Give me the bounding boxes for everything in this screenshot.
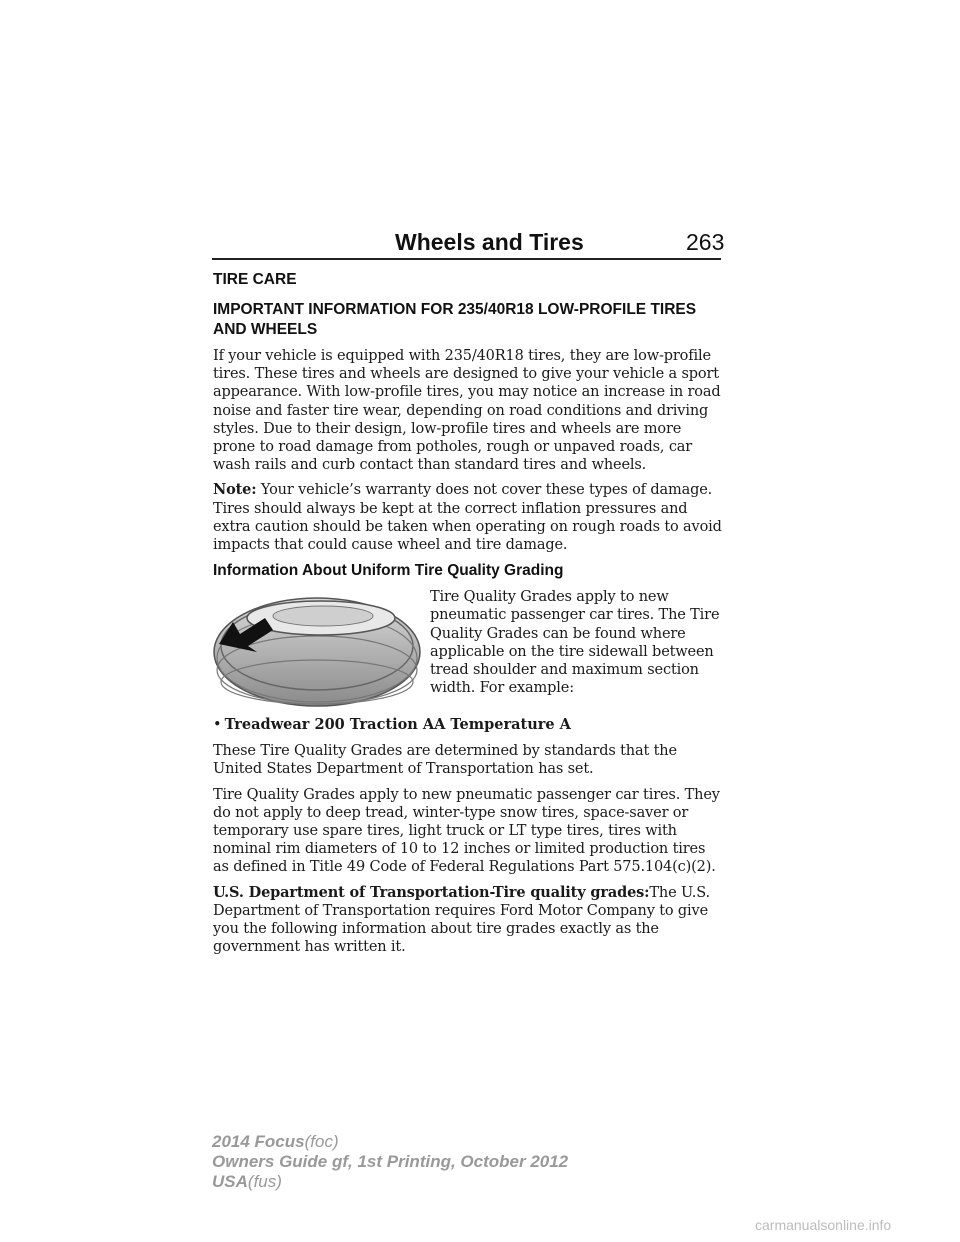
bullet-glyph: •	[213, 717, 222, 734]
dot-grades-label: U.S. Department of Transportation-Tire quality grades:	[213, 883, 650, 901]
utqg-standards-paragraph: These Tire Quality Grades are determined by standards that the United States Department of Transportation has set.	[213, 743, 677, 778]
utqg-heading: Information About Uniform Tire Quality Grading	[213, 562, 564, 580]
utqg-intro: Tire Quality Grades apply to new pneumatic passenger car tires. The Tire Quality Grades can be found where applicable on the tire sidewall between tread shoulder and maximum section width. For example:	[430, 589, 720, 697]
note-paragraph	[213, 481, 723, 554]
utqg-example-bullet	[213, 716, 723, 734]
footer-model: 2014 Focus	[212, 1132, 305, 1151]
note-label: Note:	[213, 481, 257, 499]
note-text: Your vehicle’s warranty does not cover these types of damage. Tires should always be kept at the correct inflation pressures and extra caution should be taken when operating on rough roads to avoid impacts that could cause wheel and tire damage.	[213, 482, 722, 554]
tire-care-heading: TIRE CARE	[213, 271, 297, 288]
header-divider	[212, 258, 721, 260]
low-profile-paragraph: If your vehicle is equipped with 235/40R18 tires, they are low-profile tires. These tires and wheels are designed to give your vehicle a sport appearance. With low-profile tires, you may notice an increase in road noise and faster tire wear, depending on road conditions and driving styles. Due to their design, low-profile tires and wheels are more prone to road damage from potholes, rough or unpaved roads, car wash rails and curb contact than standard tires and wheels.	[213, 348, 721, 474]
section-title: Wheels and Tires	[395, 229, 584, 255]
low-profile-subheading: IMPORTANT INFORMATION FOR 235/40R18 LOW-PROFILE TIRES AND WHEELS	[213, 301, 697, 338]
page-number: 263	[686, 229, 725, 255]
bullet-text: Treadwear 200 Traction AA Temperature A	[224, 716, 571, 734]
footer-market-code: (fus)	[247, 1172, 282, 1191]
footer-line-market	[212, 1172, 568, 1192]
utqg-applicability-paragraph: Tire Quality Grades apply to new pneumatic passenger car tires. They do not apply to deep tread, winter-type snow tires, space-saver or temporary use spare tires, light truck or LT type tires, tires with nominal rim diameters of 10 to 12 inches or limited production tires as defined in Title 49 Code of Federal Regulations Part 575.104(c)(2).	[213, 786, 720, 876]
dot-grades-paragraph	[213, 884, 723, 957]
dot-grades-text: The U.S. Department of Transportation requires Ford Motor Company to give you the following information about tire grades exactly as the government has written it.	[213, 884, 710, 956]
footer-model-code: (foc)	[304, 1132, 339, 1151]
footer-line-model	[212, 1132, 568, 1152]
footer-market: USA	[212, 1172, 248, 1191]
page-content	[213, 270, 723, 963]
source-watermark: carmanualsonline.info	[755, 1217, 892, 1233]
utqg-figure-row	[213, 588, 723, 710]
tire-sidewall-icon	[213, 596, 421, 708]
print-footer	[212, 1132, 568, 1192]
footer-line-printing: Owners Guide gf, 1st Printing, October 2012	[212, 1152, 569, 1171]
